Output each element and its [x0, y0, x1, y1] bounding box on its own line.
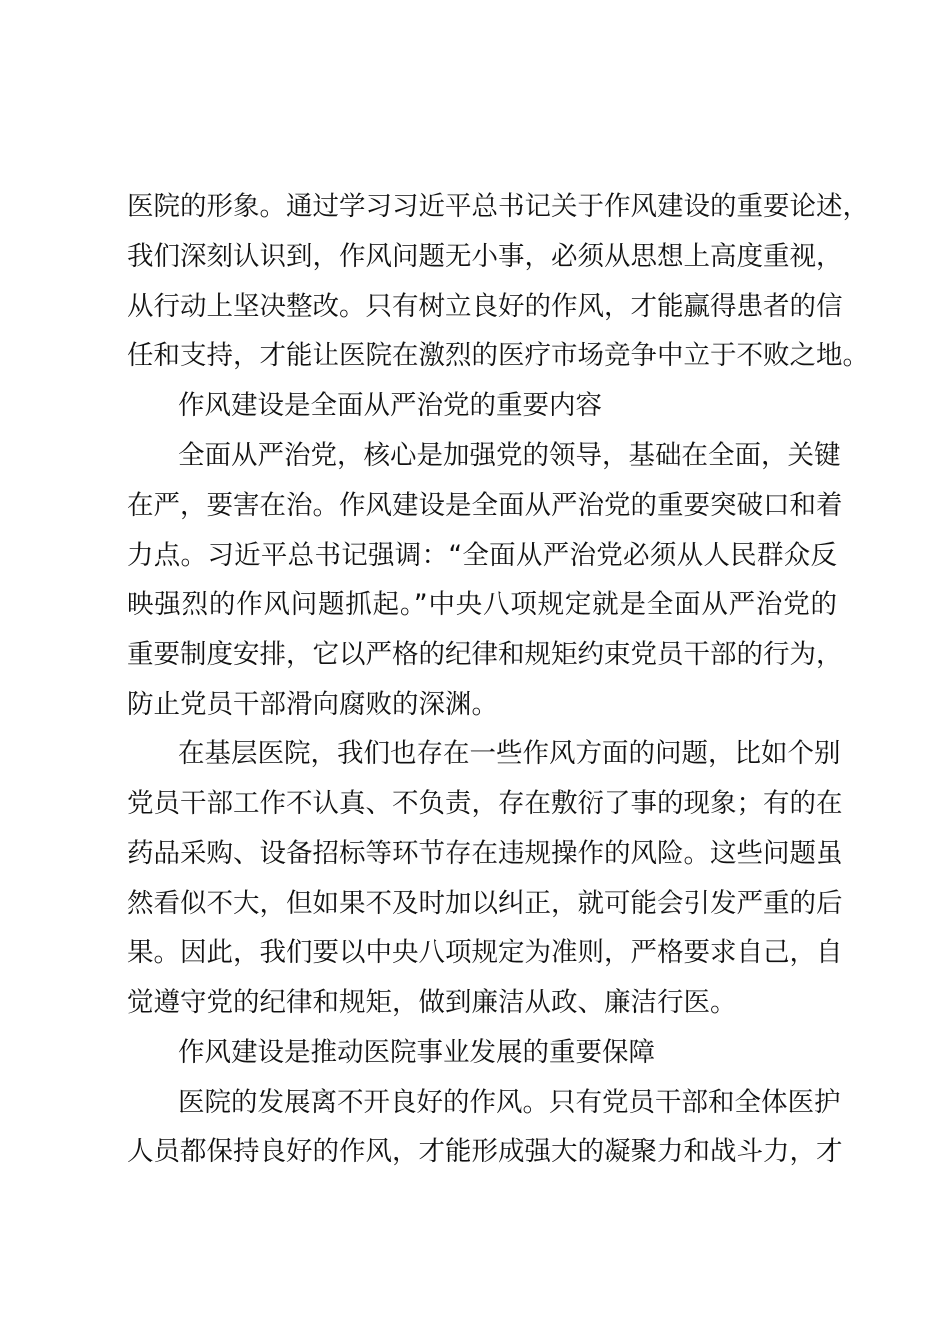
body-text-line: 防止党员干部滑向腐败的深渊。 — [127, 689, 498, 720]
body-text-line: 任和支持，才能让医院在激烈的医疗市场竞争中立于不败之地。 — [127, 340, 869, 371]
body-text-line: 从行动上坚决整改。只有树立良好的作风，才能赢得患者的信 — [127, 291, 843, 322]
section-heading: 作风建设是全面从严治党的重要内容 — [178, 390, 602, 421]
body-text-line: 医院的形象。通过学习习近平总书记关于作风建设的重要论述， — [127, 191, 869, 222]
body-text-line: 然看似不大，但如果不及时加以纠正，就可能会引发严重的后 — [127, 888, 843, 919]
body-text-line: 在严，要害在治。作风建设是全面从严治党的重要突破口和着 — [127, 490, 843, 521]
body-text-line: 重要制度安排，它以严格的纪律和规矩约束党员干部的行为， — [127, 639, 843, 670]
body-text-line: 觉遵守党的纪律和规矩，做到廉洁从政、廉洁行医。 — [127, 987, 737, 1018]
body-text-line: 药品采购、设备招标等环节存在违规操作的风险。这些问题虽 — [127, 838, 843, 869]
body-text-line: 人员都保持良好的作风，才能形成强大的凝聚力和战斗力，才 — [127, 1136, 843, 1167]
body-text-line: 全面从严治党，核心是加强党的领导，基础在全面，关键 — [178, 440, 841, 471]
body-text-line: 果。因此，我们要以中央八项规定为准则，严格要求自己，自 — [127, 937, 843, 968]
body-text-line: 党员干部工作不认真、不负责，存在敷衍了事的现象；有的在 — [127, 788, 843, 819]
section-heading: 作风建设是推动医院事业发展的重要保障 — [178, 1037, 655, 1068]
body-text-line: 力点。习近平总书记强调：“全面从严治党必须从人民群众反 — [127, 540, 837, 571]
body-text-line: 在基层医院，我们也存在一些作风方面的问题，比如个别 — [178, 738, 841, 769]
body-text-line: 映强烈的作风问题抓起。”中央八项规定就是全面从严治党的 — [127, 589, 837, 620]
body-text-line: 我们深刻认识到，作风问题无小事，必须从思想上高度重视， — [127, 241, 843, 272]
body-text-line: 医院的发展离不开良好的作风。只有党员干部和全体医护 — [178, 1087, 841, 1118]
